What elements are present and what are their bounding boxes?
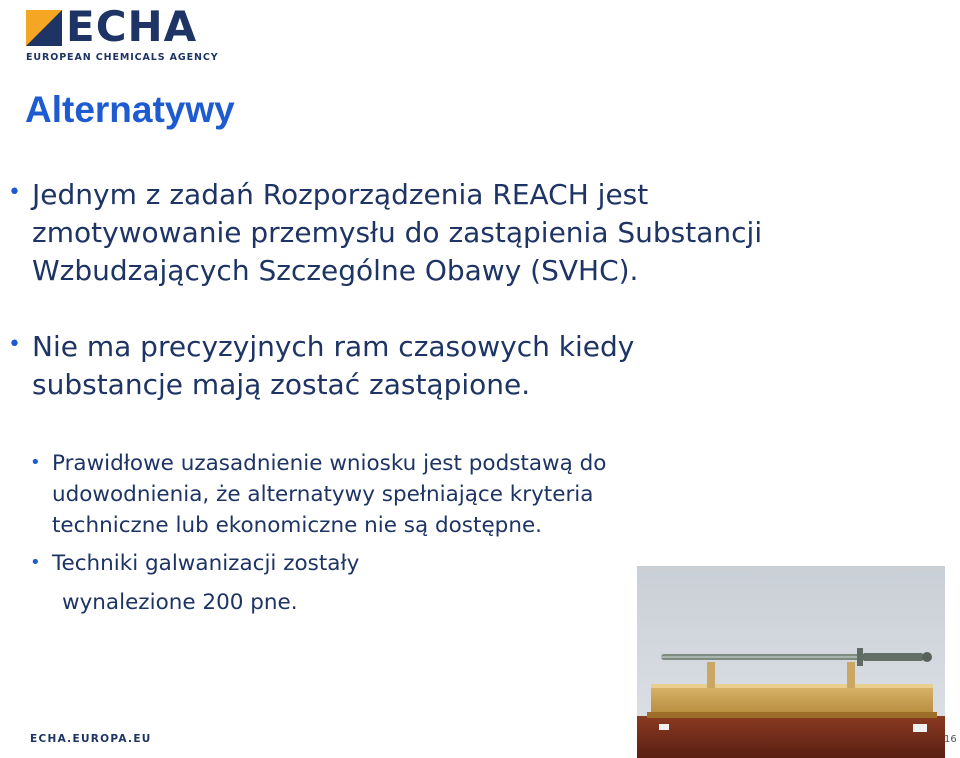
main-bullet-1-line-1: Jednym z zadań Rozporządzenia REACH jest	[32, 178, 649, 211]
sub-bullet-1-line-3: techniczne lub ekonomiczne nie są dostępne.	[52, 513, 543, 538]
slide-title: Alternatywy	[25, 89, 235, 130]
bullet-dot-icon: •	[30, 552, 41, 573]
sub-bullet-2-line-2: wynalezione 200 pne.	[62, 590, 298, 615]
logo-subtitle: EUROPEAN CHEMICALS AGENCY	[26, 52, 219, 63]
sword-photo	[637, 566, 945, 758]
sub-bullet-1-line-1: Prawidłowe uzasadnienie wniosku jest podstawą do	[52, 451, 607, 476]
main-bullet-2-line-2: substancje mają zostać zastąpione.	[32, 368, 531, 401]
footer-url: ECHA.EUROPA.EU	[30, 733, 152, 745]
main-bullet-1-line-2: zmotywowanie przemysłu do zastąpienia Substancji	[32, 216, 763, 249]
bullet-dot-icon: •	[8, 332, 21, 357]
page-number: 16	[944, 734, 957, 745]
main-bullet-1-line-3: Wzbudzających Szczególne Obawy (SVHC).	[32, 254, 639, 287]
echa-logo-icon	[26, 10, 62, 46]
main-bullet-2-line-1: Nie ma precyzyjnych ram czasowych kiedy	[32, 330, 635, 363]
sub-bullet-1-line-2: udowodnienia, że alternatywy spełniające kryteria	[52, 482, 594, 507]
echa-logo	[26, 2, 226, 64]
sub-bullet-2-line-1: Techniki galwanizacji zostały	[52, 551, 360, 576]
sword-image	[637, 566, 945, 758]
logo-wordmark: ECHA	[66, 2, 198, 51]
bullet-dot-icon: •	[30, 452, 41, 473]
bullet-dot-icon: •	[8, 180, 21, 205]
